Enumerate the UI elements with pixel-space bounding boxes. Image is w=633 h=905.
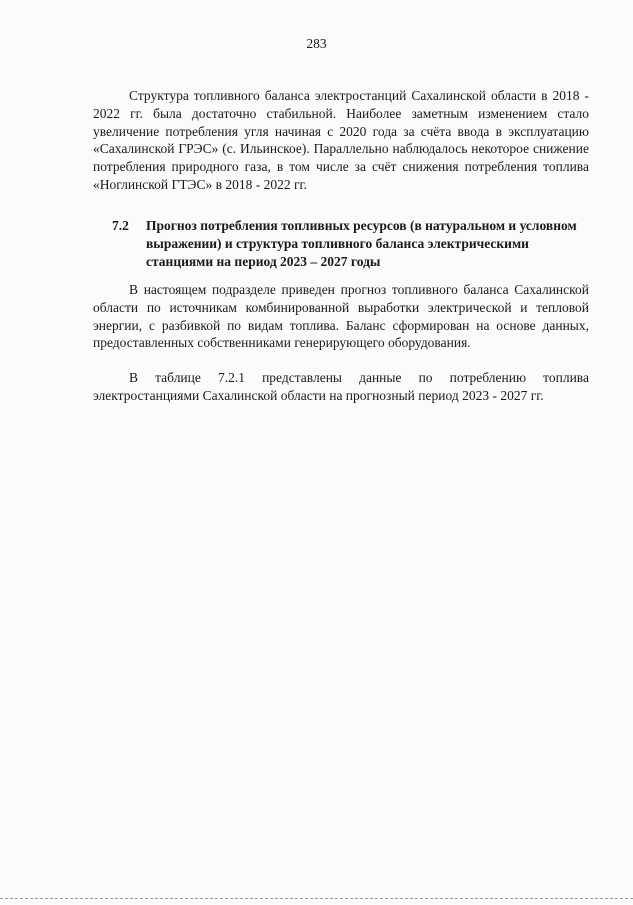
page-number: 283 [306, 36, 327, 51]
paragraph-forecast-intro: В настоящем подразделе приведен прогноз топливного баланса Сахалинской области по источникам комбинированной выработки электрической и тепловой энергии, с разбивкой по видам топлива. Баланс сформирован на основе данных, предоставленных собственниками генерирующего оборудования. [93, 282, 589, 351]
paragraph-fuel-balance-structure: Структура топливного баланса электростанций Сахалинской области в 2018 - 2022 гг. была достаточно стабильной. Наиболее заметным изменением стало увеличение потребления угля начиная с 2020 года за счёта ввода в эксплуатацию «Сахалинской ГРЭС» (с. Ильинское). Параллельно наблюдалось некоторое снижение потребления природного газа, в том числе за счёт снижения потребления топлива «Ноглинской ГТЭС» в 2018 - 2022 гг. [93, 88, 589, 192]
section-heading [112, 217, 582, 270]
paragraph-table-reference: В таблице 7.2.1 представлены данные по потреблению топлива электростанциями Сахалинской области на прогнозный период 2023 - 2027 гг. [93, 370, 589, 403]
section-title: Прогноз потребления топливных ресурсов (в натуральном и условном выражении) и структура топливного баланса электрическими станциями на период 2023 – 2027 годы [146, 218, 577, 269]
section-number: 7.2 [112, 218, 129, 233]
page-bottom-edge [0, 898, 633, 899]
